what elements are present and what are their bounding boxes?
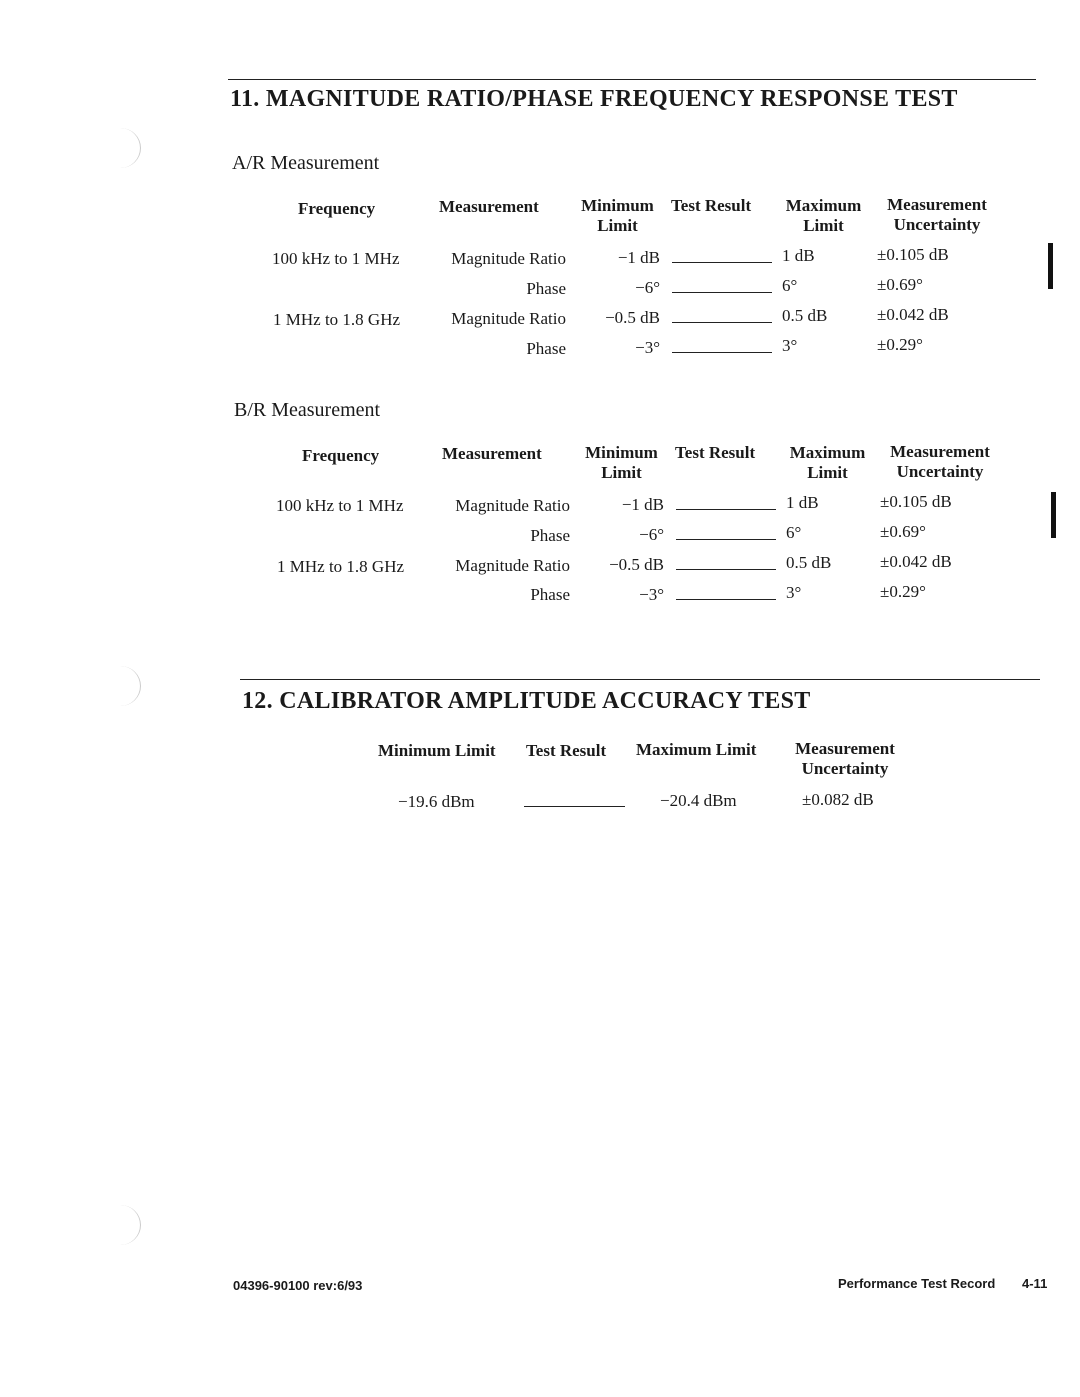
section-11-top-rule (228, 79, 1036, 80)
change-bar (1051, 492, 1056, 538)
col-header-minimum-limit: Minimum Limit (585, 443, 658, 482)
min-limit-cell: −3° (635, 338, 660, 357)
footer-page-number: 4-11 (1022, 1276, 1048, 1291)
min-limit-cell: −3° (639, 585, 664, 604)
test-result-blank[interactable] (676, 569, 776, 570)
uncertainty-cell: ±0.105 dB (880, 492, 952, 511)
test-result-blank[interactable] (676, 539, 776, 540)
max-limit-cell: 6° (786, 523, 802, 542)
col-header-frequency: Frequency (298, 199, 376, 218)
uncertainty-cell: ±0.69° (877, 275, 923, 294)
min-limit-cell: −6° (635, 278, 660, 297)
change-bar (1048, 243, 1053, 289)
measurement-cell: Magnitude Ratio (451, 249, 566, 268)
col-header-minimum-limit: Minimum Limit (378, 741, 496, 760)
section-12-top-rule (240, 679, 1040, 680)
col-header-maximum-limit: Maximum Limit (789, 443, 866, 482)
col-header-frequency: Frequency (302, 446, 380, 465)
col-header-measurement-uncertainty: Measurement Uncertainty (795, 739, 895, 778)
test-result-blank[interactable] (676, 599, 776, 600)
col-header-measurement-uncertainty: Measurement Uncertainty (890, 442, 990, 481)
col-header-measurement-uncertainty: Measurement Uncertainty (887, 195, 987, 234)
binder-hole (100, 128, 141, 168)
min-limit-cell: −1 dB (621, 495, 664, 514)
measurement-cell: Phase (530, 526, 570, 545)
max-limit-cell: 1 dB (786, 493, 819, 512)
uncertainty-cell: ±0.082 dB (802, 790, 874, 809)
frequency-cell: 100 kHz to 1 MHz (272, 249, 400, 268)
frequency-cell: 1 MHz to 1.8 GHz (277, 557, 405, 576)
uncertainty-cell: ±0.105 dB (877, 245, 949, 264)
max-limit-cell: 6° (782, 276, 798, 295)
test-result-blank[interactable] (672, 322, 772, 323)
max-limit-cell: 1 dB (782, 246, 815, 265)
max-limit-cell: 3° (782, 336, 798, 355)
br-measurement-subtitle: B/R Measurement (234, 399, 381, 421)
test-result-blank[interactable] (676, 509, 776, 510)
max-limit-cell: 0.5 dB (786, 553, 832, 572)
frequency-cell: 100 kHz to 1 MHz (276, 496, 404, 515)
binder-hole (100, 666, 141, 706)
col-header-test-result: Test Result (526, 741, 607, 760)
test-result-blank[interactable] (524, 806, 625, 807)
max-limit-cell: 3° (786, 583, 802, 602)
measurement-cell: Phase (530, 585, 570, 604)
col-header-maximum-limit: Maximum Limit (785, 196, 862, 235)
max-limit-cell: 0.5 dB (782, 306, 828, 325)
col-header-measurement: Measurement (442, 444, 542, 463)
measurement-cell: Phase (526, 279, 566, 298)
ar-measurement-subtitle: A/R Measurement (232, 152, 380, 174)
col-header-maximum-limit: Maximum Limit (636, 740, 757, 759)
min-limit-cell: −0.5 dB (609, 555, 664, 574)
footer-part-number: 04396-90100 rev:6/93 (233, 1278, 363, 1293)
measurement-cell: Phase (526, 339, 566, 358)
min-limit-cell: −1 dB (617, 248, 660, 267)
min-limit-cell: −0.5 dB (605, 308, 660, 327)
footer-section-name: Performance Test Record (838, 1276, 996, 1291)
frequency-cell: 1 MHz to 1.8 GHz (273, 310, 401, 329)
test-result-blank[interactable] (672, 352, 772, 353)
test-result-blank[interactable] (672, 262, 772, 263)
measurement-cell: Magnitude Ratio (455, 496, 570, 515)
uncertainty-cell: ±0.29° (877, 335, 923, 354)
section-12-title: 12. CALIBRATOR AMPLITUDE ACCURACY TEST (242, 688, 811, 714)
measurement-cell: Magnitude Ratio (455, 556, 570, 575)
max-limit-cell: −20.4 dBm (660, 791, 737, 810)
uncertainty-cell: ±0.042 dB (877, 305, 949, 324)
min-limit-cell: −19.6 dBm (398, 792, 475, 811)
min-limit-cell: −6° (639, 525, 664, 544)
section-11-title: 11. MAGNITUDE RATIO/PHASE FREQUENCY RESPONSE TEST (230, 86, 958, 112)
col-header-test-result: Test Result (671, 196, 752, 215)
col-header-test-result: Test Result (675, 443, 756, 462)
uncertainty-cell: ±0.29° (880, 582, 926, 601)
col-header-minimum-limit: Minimum Limit (581, 196, 654, 235)
test-result-blank[interactable] (672, 292, 772, 293)
uncertainty-cell: ±0.69° (880, 522, 926, 541)
binder-hole (100, 1205, 141, 1245)
col-header-measurement: Measurement (439, 197, 539, 216)
measurement-cell: Magnitude Ratio (451, 309, 566, 328)
uncertainty-cell: ±0.042 dB (880, 552, 952, 571)
